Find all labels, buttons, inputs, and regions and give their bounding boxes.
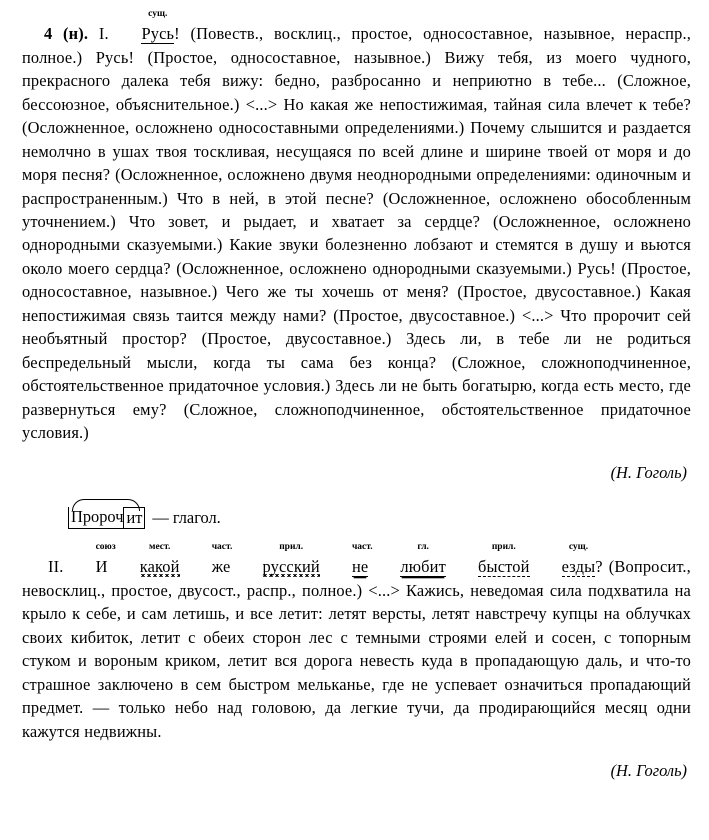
word-text: любит (400, 557, 446, 577)
annotated-word (70, 542, 116, 578)
part-two-annotated-words (70, 542, 596, 577)
exercise-part-one (22, 9, 691, 444)
subject-underline-rus: Русь (141, 24, 175, 44)
annotated-word-rus (119, 9, 175, 45)
part-one-space (88, 24, 99, 43)
morph-stem (68, 507, 124, 529)
pos-tag: част. (351, 542, 373, 553)
word-text: какой (139, 557, 180, 577)
exercise-part-two (22, 542, 691, 743)
annotated-word (236, 542, 320, 578)
part-one-text: ! (Повеств., восклиц., простое, односоставное, назывное, нераспр., полное.) Русь! (Простое, односоставное, назывное.) Вижу тебя, из моего чудного, прекрасного далека тебя вижу: бедно, разбросанно и неприютно в тебе... (Сложное, бессоюзное, объяснительное.) <...> Но какая же непостижимая, тайная сила влечет к тебе? (Осложненное, осложнено односоставными определениями.) Почему слышится и раздается немолчно в ушах твоя тоскливая, несущаяся по всей длине и ширине твоей от моря и до моря песня? (Осложненное, осложнено двумя неоднородными определениями: одиночным и распространенным.) Что в ней, в этой песне? (Осложненное, осложнено обособленным уточнением.) Что зовет, и рыдает, и хватает за сердце? (Осложненное, осложнено однородными сказуемыми.) Какие звуки болезненно лобзают и стемятся в душу и вьются около моего сердца? (Осложненное, осложнено однородными сказуемыми.) Русь! (Простое, односоставное, назывное.) Чего же ты хочешь от меня? (Простое, двусоставное.) Какая непостижимая связь таится между нами? (Простое, двусоставное.) <...> Что пророчит сей необъятный простор? (Простое, двусоставное.) Здесь ли, в тебе ли не родиться беспредельный мысли, когда ты сама без конца? (Сложное, сложноподчиненное, обстоятельственное придаточное условия.) Здесь ли не быть богатырю, когда есть место, где развернуться ему? (Сложное, сложноподчиненное, обстоятельственное придаточное условия.) (22, 24, 691, 443)
root-arc-icon (72, 499, 140, 511)
word-text: быстой (478, 557, 530, 577)
word-text: же (211, 557, 231, 577)
annotated-word (374, 542, 446, 578)
annotated-word (186, 542, 233, 578)
pos-tag: сущ. (568, 542, 589, 553)
morph-word (68, 498, 145, 529)
morph-stem-text: Пророч (71, 507, 124, 527)
part-two-text: ? (Вопросит., невосклиц., простое, двусост., распр., полное.) <...> Кажись, неведомая сила подхватила на крыло к себе, и сам летишь, и все летит: летят версты, летят навстречу купцы на облучках своих кибиток, летит с обеих сторон лес с темными строями елей и сосен, с топорным стуком и вороным криком, летит вся дорога невесть куда в пропадающую даль, и что-то страшное заключено в сем быстром мельканье, где не успевает означиться пропадающий предмет. — только небо над головою, да легкие тучи, да продирающийся месяц одни кажутся недвижны. (22, 557, 691, 741)
pos-tag: мест. (148, 542, 171, 553)
word-text: езды (561, 557, 596, 577)
pos-tag-noun: сущ. (148, 9, 168, 20)
word-text: И (95, 557, 108, 577)
attribution-one: (Н. Гоголь) (610, 462, 687, 482)
exercise-number: 4 (н). (44, 24, 89, 44)
morph-ending-box: ит (123, 507, 145, 529)
morphemic-analysis (68, 498, 691, 529)
morph-gloss: — глагол. (152, 508, 221, 528)
annotated-word (452, 542, 530, 578)
annotated-word (114, 542, 180, 578)
pos-tag: гл. (417, 542, 429, 553)
annotated-word (326, 542, 373, 578)
word-text: русский (262, 557, 320, 577)
pos-tag: част. (211, 542, 233, 553)
part-two-roman: II. (48, 557, 64, 577)
attribution-two: (Н. Гоголь) (610, 761, 687, 781)
word-text: не (351, 557, 369, 577)
part-one-roman: I. (98, 24, 109, 44)
pos-tag: прил. (279, 542, 304, 553)
pos-tag: прил. (491, 542, 516, 553)
pos-tag: союз (95, 542, 116, 553)
annotated-word (536, 542, 596, 578)
